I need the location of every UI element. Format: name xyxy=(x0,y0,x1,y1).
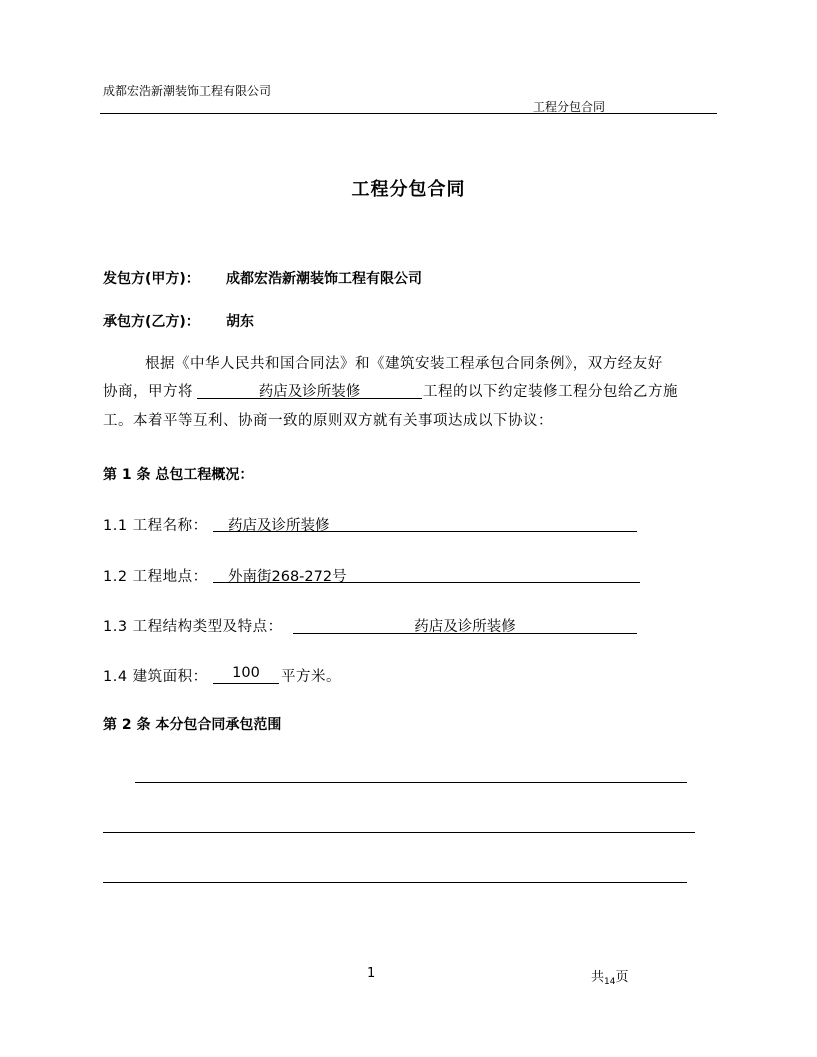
intro-project-field: 药店及诊所装修 xyxy=(197,380,422,399)
party-a-value: 成都宏浩新潮装饰工程有限公司 xyxy=(226,271,422,287)
party-b-value: 胡东 xyxy=(226,314,254,330)
blank-line-1 xyxy=(135,782,687,783)
page-total-num: 14 xyxy=(604,977,616,987)
intro-line-3: 工。本着平等互利、协商一致的原则双方就有关事项达成以下协议： xyxy=(103,413,553,429)
header-company: 成都宏浩新潮装饰工程有限公司 xyxy=(103,84,272,98)
intro-line-2-pre: 协商，甲方将 xyxy=(103,384,193,400)
article-2-heading: 第 2 条 本分包合同承包范围 xyxy=(103,717,282,733)
item-1-4-suffix: 平方米。 xyxy=(281,669,341,685)
page-number: 1 xyxy=(367,966,376,981)
blank-line-3 xyxy=(103,882,687,883)
article-1-heading: 第 1 条 总包工程概况： xyxy=(103,467,254,483)
party-b-label: 承包方(乙方)： xyxy=(103,314,200,330)
header-rule xyxy=(100,113,717,114)
item-1-2-value: 外南街268-272号 xyxy=(213,565,640,583)
page-total xyxy=(591,966,628,985)
item-1-4-label: 1.4 建筑面积： xyxy=(103,669,208,685)
item-1-2-label: 1.2 工程地点： xyxy=(103,569,208,585)
intro-line-1: 根据《中华人民共和国合同法》和《建筑安装工程承包合同条例》，双方经友好 xyxy=(145,356,663,372)
item-1-3-value: 药店及诊所装修 xyxy=(293,615,637,634)
party-a-label: 发包方(甲方)： xyxy=(103,271,200,287)
item-1-3-label: 1.3 工程结构类型及特点： xyxy=(103,619,283,635)
page-total-pre: 共 xyxy=(591,970,605,985)
item-1-1-label: 1.1 工程名称： xyxy=(103,518,208,534)
intro-line-2-post: 工程的以下约定装修工程分包给乙方施 xyxy=(423,384,678,400)
item-1-4-value: 100 xyxy=(213,665,279,684)
header-doc-title: 工程分包合同 xyxy=(533,100,606,114)
item-1-1-value: 药店及诊所装修 xyxy=(213,514,637,532)
page-title: 工程分包合同 xyxy=(351,179,466,200)
blank-line-2 xyxy=(103,832,695,833)
page-total-post: 页 xyxy=(615,970,629,985)
